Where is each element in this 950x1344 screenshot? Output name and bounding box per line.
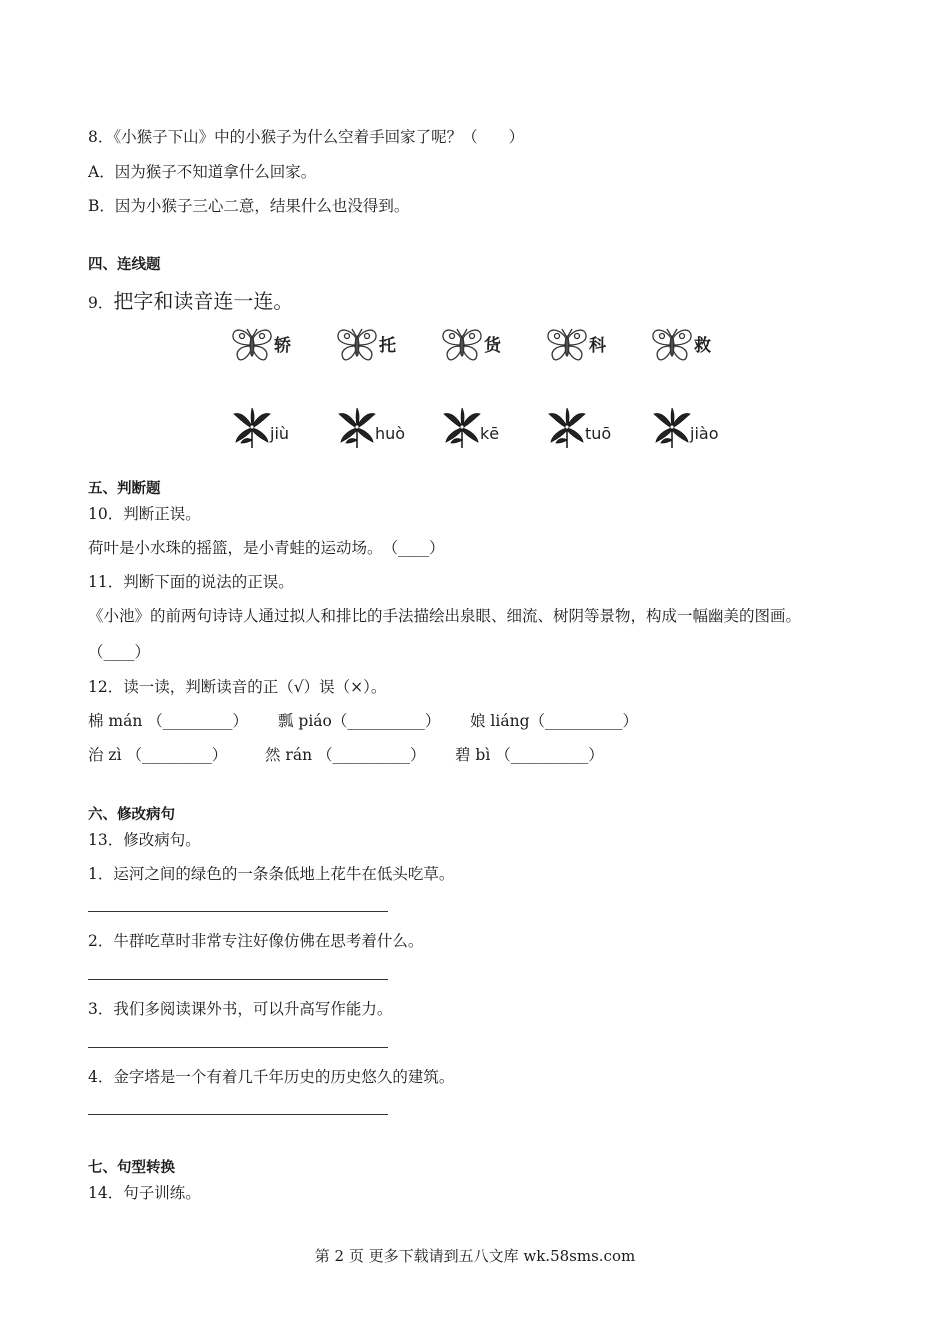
butterfly-icon [335,324,379,368]
pinyin-label: jiào [690,424,719,443]
q10-stem: 10．判断正误。 [88,505,201,523]
flower-card[interactable] [230,406,330,450]
q8-stem: 8．《小猴子下山》中的小猴子为什么空着手回家了呢？（ ） [88,128,525,146]
answer-line[interactable] [88,979,388,980]
q14-stem: 14．句子训练。 [88,1184,201,1202]
q8-option-a: A．因为猴子不知道拿什么回家。 [88,163,317,181]
q12-item[interactable]: 娘 liáng（__________） [470,712,638,730]
section-title-judgement: 五、判断题 [88,481,161,497]
butterfly-icon [545,324,589,368]
q12-item[interactable]: 棉 mán （_________） [88,712,249,730]
flower-card[interactable] [650,406,750,450]
q12-item[interactable]: 碧 bì （__________） [455,746,604,764]
q13-sentence: 4．金字塔是一个有着几千年历史的历史悠久的建筑。 [88,1068,455,1086]
character-label: 救 [694,336,711,356]
section-title-fix-sentence: 六、修改病句 [88,807,175,823]
butterfly-card[interactable] [440,324,540,368]
q8-option-b: B．因为小猴子三心二意，结果什么也没得到。 [88,197,410,215]
butterfly-card[interactable] [335,324,435,368]
answer-line[interactable] [88,1047,388,1048]
butterfly-icon [230,324,274,368]
q11-stem: 11．判断下面的说法的正误。 [88,573,294,591]
q12-stem: 12．读一读，判断读音的正（√）误（×）。 [88,678,387,696]
page-footer: 第 2 页 更多下载请到五八文库 wk.58sms.com [314,1247,636,1265]
butterfly-card[interactable] [650,324,750,368]
q9-stem [88,288,293,316]
section-title-matching: 四、连线题 [88,257,161,273]
q13-sentence: 1．运河之间的绿色的一条条低地上花牛在低头吃草。 [88,865,455,883]
butterfly-icon [440,324,484,368]
section-title-sentence-transform: 七、句型转换 [88,1160,175,1176]
butterfly-icon [650,324,694,368]
q13-sentence: 3．我们多阅读课外书，可以升高写作能力。 [88,1000,393,1018]
flower-card[interactable] [335,406,435,450]
flower-card[interactable] [440,406,540,450]
butterfly-card[interactable] [545,324,645,368]
answer-line[interactable] [88,911,388,912]
lily-flower-icon [545,406,589,450]
q13-stem: 13．修改病句。 [88,831,201,849]
butterfly-card[interactable] [230,324,330,368]
answer-line[interactable] [88,1114,388,1115]
q10-statement: 荷叶是小水珠的摇篮，是小青蛙的运动场。 （____） [88,539,445,557]
q11-statement: 《小池》的前两句诗诗人通过拟人和排比的手法描绘出泉眼、细流、树阴等景物，构成一幅幽美的图画。 [88,607,802,625]
q12-item[interactable]: 瓢 piáo（__________） [278,712,441,730]
flower-card[interactable] [545,406,645,450]
q11-answer-blank[interactable]: （____） [88,643,151,661]
q9-text: 把字和读音连一连。 [113,289,294,313]
character-label: 轿 [274,336,291,356]
lily-flower-icon [230,406,274,450]
pinyin-label: kē [480,424,500,443]
q9-number: 9． [88,294,114,312]
character-label: 托 [379,336,396,356]
q13-sentence: 2．牛群吃草时非常专注好像仿佛在思考着什么。 [88,932,424,950]
lily-flower-icon [650,406,694,450]
character-label: 科 [589,336,606,356]
character-label: 货 [484,336,501,356]
pinyin-label: jiù [270,424,290,443]
pinyin-label: tuō [585,424,612,443]
q12-item[interactable]: 然 rán （__________） [265,746,426,764]
pinyin-label: huò [375,424,406,443]
q12-item[interactable]: 治 zì （_________） [88,746,228,764]
lily-flower-icon [440,406,484,450]
lily-flower-icon [335,406,379,450]
